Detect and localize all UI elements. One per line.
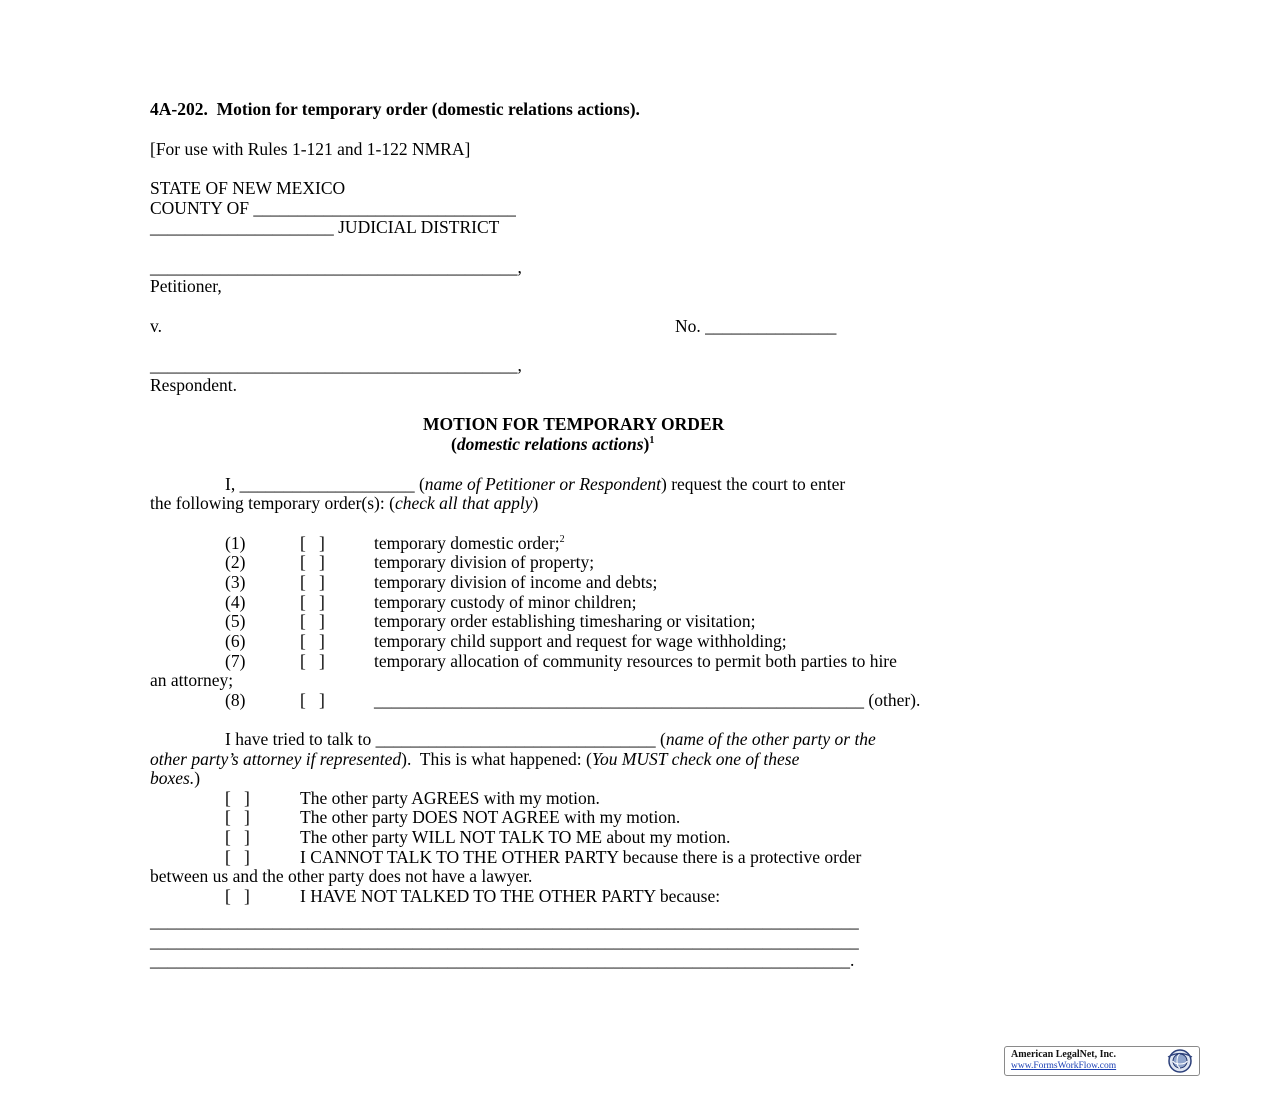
order-4-number: (4) bbox=[225, 592, 246, 612]
form-subtitle: (domestic relations actions)$^1$ bbox=[451, 434, 655, 454]
order-6-checkbox[interactable]: [ ] bbox=[300, 631, 325, 651]
petitioner-name-line: __________________________________________, bbox=[150, 257, 522, 277]
outcome-3-checkbox[interactable]: [ ] bbox=[225, 827, 250, 847]
order-6-number: (6) bbox=[225, 631, 246, 651]
use-note: [For use with Rules 1-121 and 1-122 NMRA] bbox=[150, 139, 471, 159]
order-3-checkbox[interactable]: [ ] bbox=[300, 572, 325, 592]
globe-icon bbox=[1165, 1048, 1195, 1074]
order-7-continuation: an attorney; bbox=[150, 670, 234, 690]
order-3-number: (3) bbox=[225, 572, 246, 592]
form-subtitle-text: domestic relations actions bbox=[456, 434, 644, 454]
order-3-text: temporary division of income and debts; bbox=[374, 572, 658, 592]
order-4-checkbox[interactable]: [ ] bbox=[300, 592, 325, 612]
petitioner-label: Petitioner, bbox=[150, 276, 222, 296]
outcome-2-checkbox[interactable]: [ ] bbox=[225, 807, 250, 827]
footnote-mark-2: 2 bbox=[559, 534, 565, 545]
order-7-number: (7) bbox=[225, 651, 246, 671]
order-5-number: (5) bbox=[225, 611, 246, 631]
explanation-line-1: _________________________________________________________________________________ bbox=[150, 911, 859, 931]
versus-label: v. bbox=[150, 316, 162, 336]
respondent-label: Respondent. bbox=[150, 375, 238, 395]
order-5-text: temporary order establishing timesharing or visitation; bbox=[374, 611, 756, 631]
request-line-2: the following temporary order(s): (check all that apply) bbox=[150, 493, 539, 513]
order-8-number: (8) bbox=[225, 690, 246, 710]
order-7-checkbox[interactable]: [ ] bbox=[300, 651, 325, 671]
outcome-2-text: The other party DOES NOT AGREE with my motion. bbox=[300, 807, 681, 827]
order-1-text: temporary domestic order;$^2$ bbox=[374, 533, 565, 553]
order-7-text: temporary allocation of community resources to permit both parties to hire bbox=[374, 651, 897, 671]
outcome-4-continuation: between us and the other party does not have a lawyer. bbox=[150, 866, 533, 886]
outcome-4-checkbox[interactable]: [ ] bbox=[225, 847, 250, 867]
outcome-5-checkbox[interactable]: [ ] bbox=[225, 886, 250, 906]
order-5-checkbox[interactable]: [ ] bbox=[300, 611, 325, 631]
order-2-number: (2) bbox=[225, 552, 246, 572]
footnote-mark: 1 bbox=[649, 435, 655, 446]
order-8-other-field: ________________________________________________________ (other). bbox=[374, 690, 921, 710]
order-4-text: temporary custody of minor children; bbox=[374, 592, 637, 612]
case-number-field: No. _______________ bbox=[675, 316, 837, 336]
outcome-1-checkbox[interactable]: [ ] bbox=[225, 788, 250, 808]
order-1-number: (1) bbox=[225, 533, 246, 553]
logo-company-name: American LegalNet, Inc. bbox=[1011, 1049, 1116, 1060]
county-field: COUNTY OF ______________________________ bbox=[150, 198, 516, 218]
outcome-3-text: The other party WILL NOT TALK TO ME about my motion. bbox=[300, 827, 731, 847]
explanation-line-2: _________________________________________________________________________________ bbox=[150, 931, 859, 951]
american-legalnet-logo bbox=[1004, 1046, 1200, 1076]
outcome-1-text: The other party AGREES with my motion. bbox=[300, 788, 600, 808]
outcome-4-text: I CANNOT TALK TO THE OTHER PARTY because there is a protective order bbox=[300, 847, 862, 867]
form-title: MOTION FOR TEMPORARY ORDER bbox=[423, 414, 725, 434]
order-2-checkbox[interactable]: [ ] bbox=[300, 552, 325, 572]
order-1-checkbox[interactable]: [ ] bbox=[300, 533, 325, 553]
order-2-text: temporary division of property; bbox=[374, 552, 595, 572]
contact-line-1: I have tried to talk to ________________________________ (name of the other party or the bbox=[225, 729, 876, 749]
request-line-1: I, ____________________ (name of Petitioner or Respondent) request the court to enter bbox=[225, 474, 846, 494]
state-name: STATE OF NEW MEXICO bbox=[150, 178, 346, 198]
contact-line-3: boxes.) bbox=[150, 768, 201, 788]
contact-line-2: other party’s attorney if represented). This is what happened: (You MUST check one of these bbox=[150, 749, 800, 769]
order-8-checkbox[interactable]: [ ] bbox=[300, 690, 325, 710]
judicial-district-field: _____________________ JUDICIAL DISTRICT bbox=[150, 217, 500, 237]
respondent-name-line: __________________________________________, bbox=[150, 355, 522, 375]
rule-title: 4A-202. Motion for temporary order (domestic relations actions). bbox=[150, 99, 640, 119]
logo-website-link[interactable]: www.FormsWorkFlow.com bbox=[1011, 1061, 1117, 1071]
outcome-5-text: I HAVE NOT TALKED TO THE OTHER PARTY because: bbox=[300, 886, 721, 906]
explanation-line-3: ________________________________________________________________________________. bbox=[150, 950, 855, 970]
order-6-text: temporary child support and request for wage withholding; bbox=[374, 631, 787, 651]
